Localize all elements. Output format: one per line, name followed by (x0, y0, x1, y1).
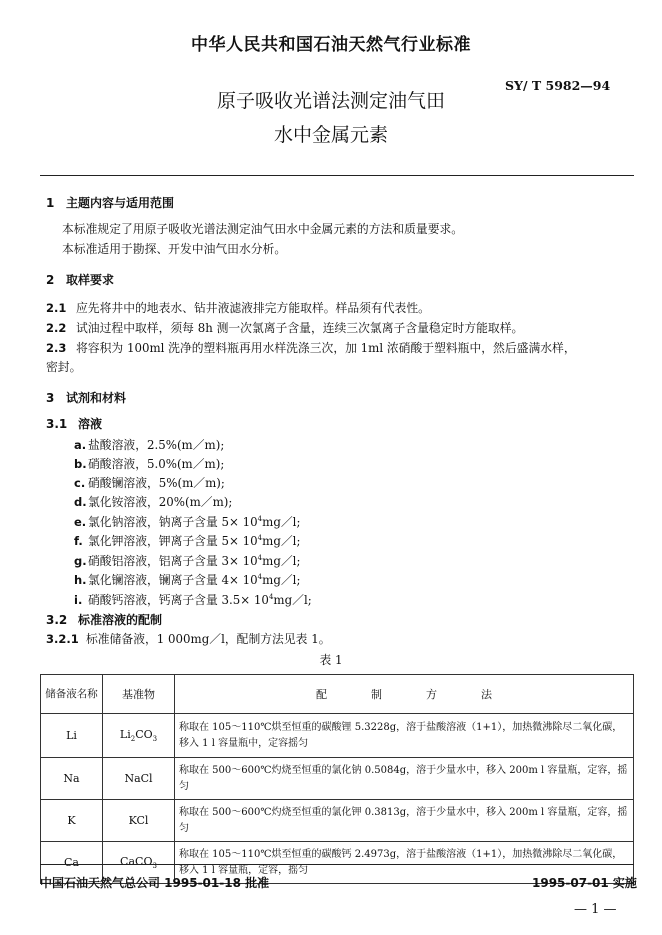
reagent-item: f. 氯化钾溶液，钾离子含量 $5\times 10^4mg/l$; (74, 534, 301, 548)
cell-preparation-method: 称取在 500～600℃灼烧至恒重的氯化钠 0.5084g，溶于少量水中，移入 200m l 容量瓶，定容，摇匀 (175, 758, 634, 800)
approval-line: 中国石油天然气总公司 1995-01-18 批准 (40, 876, 270, 890)
document-title-line1: 原子吸收光谱法测定油气田 (216, 90, 445, 112)
column-header-reference-substance: 基准物 (103, 675, 175, 714)
table-row (41, 758, 634, 800)
table-row (41, 800, 634, 842)
cell-solution-name: Li (41, 714, 103, 758)
section-3-2-heading: 3.2 标准溶液的配制 (46, 613, 163, 627)
cell-solution-name: Ca (41, 842, 103, 884)
reagent-item: c. 硝酸镧溶液，5%(m／m); (74, 476, 225, 490)
cell-reference-substance: NaCl (103, 758, 175, 800)
cell-reference-substance: KCl (103, 800, 175, 842)
cell-preparation-method: 称取在 105～110℃烘至恒重的碳酸锂 5.3228g，溶于盐酸溶液（1+1），加热微沸除尽二氧化碳，移入 1 l 容量瓶中，定容摇匀 (175, 714, 634, 758)
cell-reference-substance: CaCO$_3$ (103, 842, 175, 884)
reagent-item: g.硝酸铝溶液，铝离子含量 $3\times 10^4mg/l$; (74, 554, 301, 568)
section-1-heading: 1 主题内容与适用范围 (46, 196, 175, 210)
table-caption: 表 1 (319, 653, 343, 667)
footer-divider (40, 864, 634, 865)
reagent-item: a. 盐酸溶液，2.5%(m／m); (74, 438, 225, 452)
clause-2-1: 2.1 应先将井中的地表水、钻井液滤液排完方能取样。样品须有代表性。 (46, 301, 430, 315)
clause-2-2: 2.2 试油过程中取样，须每 8h 测一次氯离子含量，连续三次氯离子含量稳定时方能取样。 (46, 321, 524, 335)
cell-preparation-method: 称取在 105～110℃烘至恒重的碳酸钙 2.4973g，溶于盐酸溶液（1+1），加热微沸除尽二氧化碳，移入 1 l 容量瓶，定容，摇匀 (175, 842, 634, 884)
section-1-paragraph-1: 本标准规定了用原子吸收光谱法测定油气田水中金属元素的方法和质量要求。 (62, 222, 464, 236)
standard-solution-table (40, 674, 634, 884)
reagent-item: b.硝酸溶液，5.0%(m／m); (74, 457, 225, 471)
reagent-item: d.氯化铵溶液，20%(m／m); (74, 495, 233, 509)
column-header-preparation-method: 配 制 方 法 (175, 675, 634, 714)
table-row (41, 714, 634, 758)
reagent-item: h.氯化镧溶液，镧离子含量 $4\times 10^4mg/l$; (74, 573, 301, 587)
section-3-1-heading: 3.1 溶液 (46, 417, 103, 431)
cell-reference-substance: $Li_2CO_3$ (103, 714, 175, 758)
page-number: — 1 — (574, 902, 617, 917)
table-header-row (41, 675, 634, 714)
column-header-solution-name: 储备液名称 (41, 675, 103, 714)
section-1-paragraph-2: 本标准适用于勘探、开发中油气田水分析。 (62, 242, 287, 256)
reagent-item: e. 氯化钠溶液，钠离子含量 $5\times 10^4mg/l$; (74, 515, 301, 529)
cell-solution-name: K (41, 800, 103, 842)
reagent-item: i. 硝酸钙溶液，钙离子含量 $3.5\times 10^4mg/l$; (74, 593, 312, 607)
clause-2-3: 2.3 将容积为 100ml 洗净的塑料瓶再用水样洗涤三次，加 1ml 浓硝酸于塑料瓶中，然后盛满水样， (46, 341, 576, 355)
cell-solution-name: Na (41, 758, 103, 800)
clause-3-2-1: 3.2.1 标准储备液，1 000mg／l，配制方法见表 1。 (46, 632, 331, 646)
standard-category-header: 中华人民共和国石油天然气行业标准 (191, 35, 471, 55)
title-divider (40, 175, 634, 176)
section-2-heading: 2 取样要求 (46, 273, 115, 287)
document-title-line2: 水中金属元素 (273, 124, 388, 146)
section-3-heading: 3 试剂和材料 (46, 391, 127, 405)
cell-preparation-method: 称取在 500～600℃灼烧至恒重的氯化钾 0.3813g，溶于少量水中，移入 200m l 容量瓶，定容，摇匀 (175, 800, 634, 842)
standard-code: SY/ T 5982—94 (505, 78, 611, 93)
clause-2-3-continued: 密封。 (46, 360, 82, 374)
effective-date: 1995-07-01 实施 (532, 876, 637, 890)
